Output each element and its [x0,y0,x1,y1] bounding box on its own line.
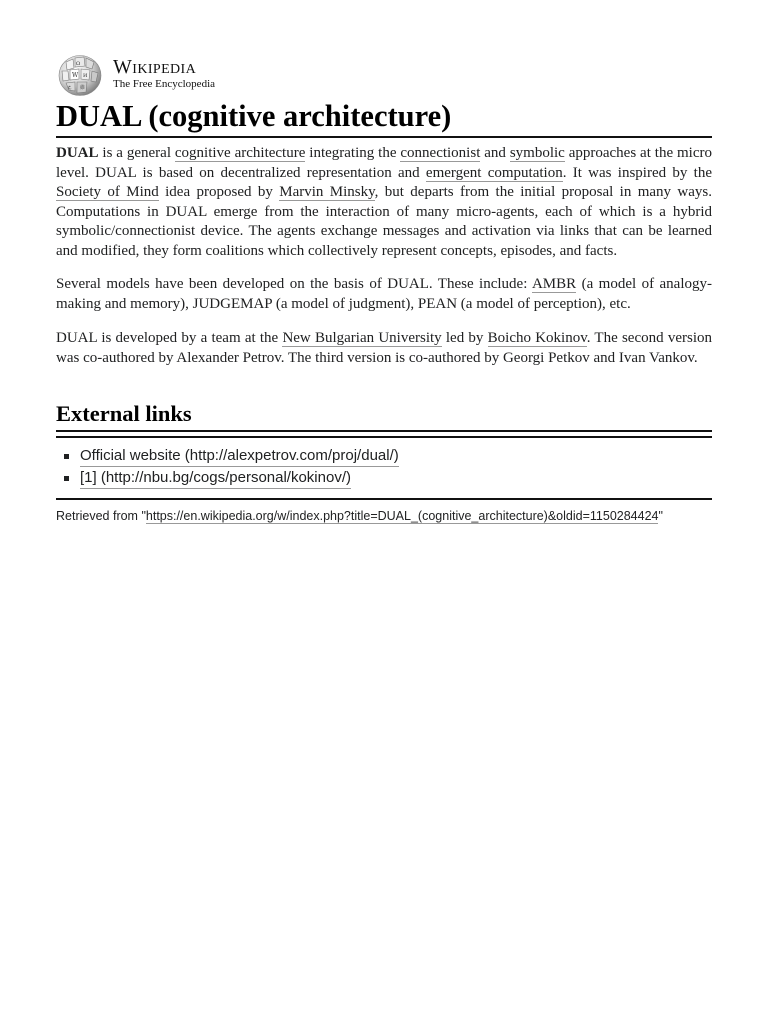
svg-text:ح: ح [68,84,72,90]
link-symbolic[interactable]: symbolic [509,145,565,161]
link-marvin-minsky[interactable]: Marvin Minsky [279,184,375,201]
text-run: (a model of analogy-making and memory), JUDGEMAP (a model of judgment), PEAN (a model of perception), etc. [56,276,712,312]
link-cognitive-architecture[interactable]: cognitive architecture [174,145,306,161]
list-item [64,445,712,467]
wikipedia-globe-icon[interactable] [56,54,102,96]
text-run: , but departs from the initial proposal in many ways. Computations in DUAL emerge from the interaction of many micro-agents, each of which is a hybrid symbolic/connectionist device. The agents exchange messages and activation via links that can be learned and modified, they form coalitions which collectively represent concepts, episodes, and facts. [56,184,712,259]
text-run: is a general [98,145,175,161]
article-page [56,54,712,524]
link-society-of-mind[interactable]: Society of Mind [56,184,159,201]
text-run: DUAL is developed by a team at the [56,330,283,347]
external-links-list [56,445,712,489]
retrieved-prefix: Retrieved from " [56,509,146,524]
retrieved-from-footer [56,508,712,524]
bullet-icon [64,476,69,481]
text-run: Several models have been developed on the basis of DUAL. These include: [56,276,532,293]
site-tagline: The Free Encyclopedia [113,78,216,90]
link-boicho-kokinov[interactable]: Boicho Kokinov [487,330,587,347]
text-run: led by [441,330,488,347]
link-ambr[interactable]: AMBR [531,276,577,293]
site-header [56,54,712,98]
text-run: integrating the [305,145,401,161]
section-heading-external-links: External links [56,400,712,432]
svg-text:И: И [83,73,88,79]
section-divider [56,436,712,438]
text-run: and [480,145,510,161]
page-title: DUAL (cognitive architecture) [56,98,712,138]
svg-text:維: 維 [80,85,86,91]
text-run: approaches at the micro level. DUAL is based on decentralized representation and [56,145,712,181]
article-subject: DUAL [56,145,99,161]
external-link-kokinov[interactable]: [1] (http://nbu.bg/cogs/personal/kokinov/) [80,467,351,489]
article-paragraph-3 [56,329,712,368]
bullet-icon [64,454,69,459]
link-emergent-computation[interactable]: emergent computation [425,164,563,181]
wikipedia-wordmark[interactable] [113,56,215,90]
link-connectionist[interactable]: connectionist [400,145,481,161]
text-run: . The second version was co-authored by Alexander Petrov. The third version is co-authored by Georgi Petkov and Ivan Vankov. [56,330,712,366]
article-paragraph-1 [56,144,712,262]
footer-divider [56,498,712,500]
article-paragraph-2 [56,275,712,314]
text-run: idea proposed by [158,184,280,201]
svg-text:W: W [72,72,79,79]
retrieved-suffix: " [658,509,663,524]
svg-text:Ω: Ω [76,61,81,67]
site-name: Wikipedia [113,56,197,78]
retrieved-url-link[interactable]: https://en.wikipedia.org/w/index.php?title=DUAL_(cognitive_architecture)&oldid=1150284424 [145,509,659,524]
list-item [64,467,712,489]
text-run: . It was inspired by the [562,164,712,181]
external-link-official-website[interactable]: Official website (http://alexpetrov.com/proj/dual/) [80,445,399,467]
link-new-bulgarian-university[interactable]: New Bulgarian University [282,330,442,347]
